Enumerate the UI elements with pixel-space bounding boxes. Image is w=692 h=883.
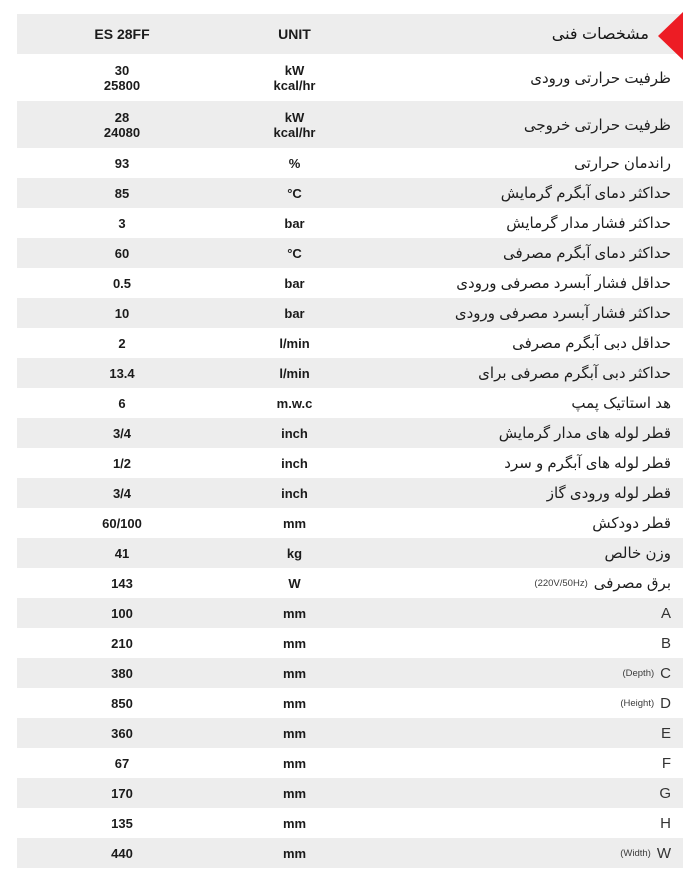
unit-cell: kW kcal/hr: [273, 109, 316, 140]
label-cell: [362, 808, 683, 838]
value-cell: 85: [114, 185, 130, 201]
model-name: ES 28FF: [94, 25, 150, 42]
value-cell: 41: [114, 545, 130, 561]
label-cell: [362, 388, 683, 418]
table-row: [17, 778, 683, 808]
table-row: [17, 478, 683, 508]
unit-cell: l/min: [279, 335, 310, 351]
value-cell: 13.4: [109, 365, 135, 381]
table-row: [17, 178, 683, 208]
value-cell: 60/100: [102, 515, 142, 531]
value-cell: 440: [111, 845, 133, 861]
label-cell: [362, 748, 683, 778]
table-row: [17, 148, 683, 178]
label-cell: [362, 238, 683, 268]
value-cell: 3: [118, 215, 126, 231]
unit-cell: mm: [282, 635, 307, 651]
label-cell: [362, 448, 683, 478]
spec-table: [17, 14, 683, 868]
unit-cell: mm: [282, 845, 307, 861]
label-cell: [362, 628, 683, 658]
label-cell: [362, 418, 683, 448]
row-label: حداکثر فشار مدار گرمایش: [506, 215, 671, 232]
unit-cell: kW kcal/hr: [273, 62, 316, 93]
table-row: [17, 238, 683, 268]
table-row: [17, 328, 683, 358]
unit-cell: W: [288, 575, 301, 591]
value-cell: 28 24080: [103, 109, 141, 140]
unit-cell: mm: [282, 785, 307, 801]
value-cell: 67: [114, 755, 130, 771]
row-label: ظرفیت حرارتی خروجی: [523, 116, 671, 134]
value-cell: 380: [111, 665, 133, 681]
table-row: [17, 268, 683, 298]
value-cell: 100: [111, 605, 133, 621]
table-row: [17, 358, 683, 388]
unit-cell: inch: [281, 425, 308, 441]
label-cell: [362, 598, 683, 628]
table-row: [17, 448, 683, 478]
row-label-note: (220V/50Hz): [534, 577, 588, 589]
label-cell: [362, 568, 683, 598]
value-cell: 3/4: [112, 425, 132, 441]
table-row: [17, 54, 683, 101]
row-label: C: [660, 664, 671, 682]
label-cell: [362, 328, 683, 358]
row-label: G: [659, 784, 671, 802]
value-cell: 143: [111, 575, 133, 591]
table-row: [17, 598, 683, 628]
label-cell: [362, 658, 683, 688]
table-title: مشخصات فنی: [551, 26, 649, 43]
row-label: راندمان حرارتی: [574, 155, 671, 172]
unit-cell: bar: [284, 275, 305, 291]
unit-cell: bar: [284, 305, 305, 321]
row-label: حداکثر دمای آبگرم گرمایش: [500, 185, 671, 202]
value-cell: 60: [114, 245, 130, 261]
unit-cell: m.w.c: [276, 395, 313, 411]
value-cell: 1/2: [112, 455, 132, 471]
unit-cell: mm: [282, 605, 307, 621]
table-title-cell: [362, 14, 683, 54]
row-label: قطر لوله ورودی گاز: [546, 485, 671, 502]
table-row: [17, 838, 683, 868]
label-cell: [362, 718, 683, 748]
unit-cell: mm: [282, 695, 307, 711]
label-cell: [362, 101, 683, 148]
label-cell: [362, 148, 683, 178]
unit-cell: mm: [282, 665, 307, 681]
table-row: [17, 101, 683, 148]
value-cell: 2: [118, 335, 126, 351]
table-row: [17, 208, 683, 238]
value-cell: 10: [114, 305, 130, 321]
table-row: [17, 808, 683, 838]
unit-cell: %: [288, 155, 301, 171]
table-row: [17, 298, 683, 328]
row-label: حداقل فشار آبسرد مصرفی ورودی: [456, 275, 671, 292]
label-cell: [362, 54, 683, 101]
unit-cell: inch: [281, 455, 308, 471]
red-arrow-icon: [658, 12, 683, 60]
table-row: [17, 688, 683, 718]
value-cell: 6: [118, 395, 126, 411]
unit-cell: mm: [282, 515, 307, 531]
value-cell: 0.5: [112, 275, 132, 291]
row-label: حداکثر دبی آبگرم مصرفی برای: [478, 365, 671, 382]
row-label: قطر لوله های مدار گرمایش: [498, 425, 671, 442]
row-label: برق مصرفی: [593, 575, 671, 592]
value-cell: 360: [111, 725, 133, 741]
row-label: H: [660, 814, 671, 832]
unit-cell: inch: [281, 485, 308, 501]
unit-cell: bar: [284, 215, 305, 231]
value-cell: 3/4: [112, 485, 132, 501]
unit-cell: °C: [287, 245, 302, 261]
table-row: [17, 658, 683, 688]
unit-column-label: UNIT: [278, 25, 311, 42]
table-row: [17, 538, 683, 568]
value-cell: 850: [111, 695, 133, 711]
row-label: وزن خالص: [604, 545, 671, 562]
unit-cell: mm: [282, 725, 307, 741]
row-label: حداقل دبی آبگرم مصرفی: [512, 335, 671, 352]
label-cell: [362, 358, 683, 388]
table-row: [17, 418, 683, 448]
row-label: قطر دودکش: [592, 515, 671, 532]
row-label-note: (Height): [620, 697, 655, 709]
row-label: W: [656, 844, 671, 862]
label-cell: [362, 538, 683, 568]
row-label-note: (Width): [620, 847, 651, 859]
row-label: E: [660, 724, 671, 742]
table-row: [17, 568, 683, 598]
value-cell: 30 25800: [103, 62, 141, 93]
row-label: حداکثر دمای آبگرم مصرفی: [503, 245, 671, 262]
row-label: هد استاتیک پمپ: [571, 395, 671, 412]
table-row: [17, 388, 683, 418]
unit-cell: mm: [282, 755, 307, 771]
label-cell: [362, 778, 683, 808]
unit-column-header: [227, 14, 362, 54]
label-cell: [362, 178, 683, 208]
value-cell: 210: [111, 635, 133, 651]
row-label: ظرفیت حرارتی ورودی: [530, 69, 671, 87]
model-column-header: [17, 14, 227, 54]
unit-cell: kg: [286, 545, 303, 561]
spec-table-body: [17, 54, 683, 868]
table-header-row: [17, 14, 683, 54]
row-label: D: [660, 694, 671, 712]
row-label: قطر لوله های آبگرم و سرد: [504, 455, 671, 472]
label-cell: [362, 838, 683, 868]
label-cell: [362, 268, 683, 298]
label-cell: [362, 688, 683, 718]
label-cell: [362, 508, 683, 538]
value-cell: 93: [114, 155, 130, 171]
label-cell: [362, 478, 683, 508]
value-cell: 135: [111, 815, 133, 831]
row-label: B: [660, 634, 671, 652]
table-row: [17, 508, 683, 538]
table-row: [17, 628, 683, 658]
unit-cell: °C: [287, 185, 302, 201]
row-label: حداکثر فشار آبسرد مصرفی ورودی: [454, 305, 671, 322]
table-row: [17, 748, 683, 778]
value-cell: 170: [111, 785, 133, 801]
label-cell: [362, 208, 683, 238]
unit-cell: mm: [282, 815, 307, 831]
row-label: F: [661, 754, 671, 772]
unit-cell: l/min: [279, 365, 310, 381]
table-row: [17, 718, 683, 748]
row-label-note: (Depth): [622, 667, 655, 679]
label-cell: [362, 298, 683, 328]
row-label: A: [660, 604, 671, 622]
